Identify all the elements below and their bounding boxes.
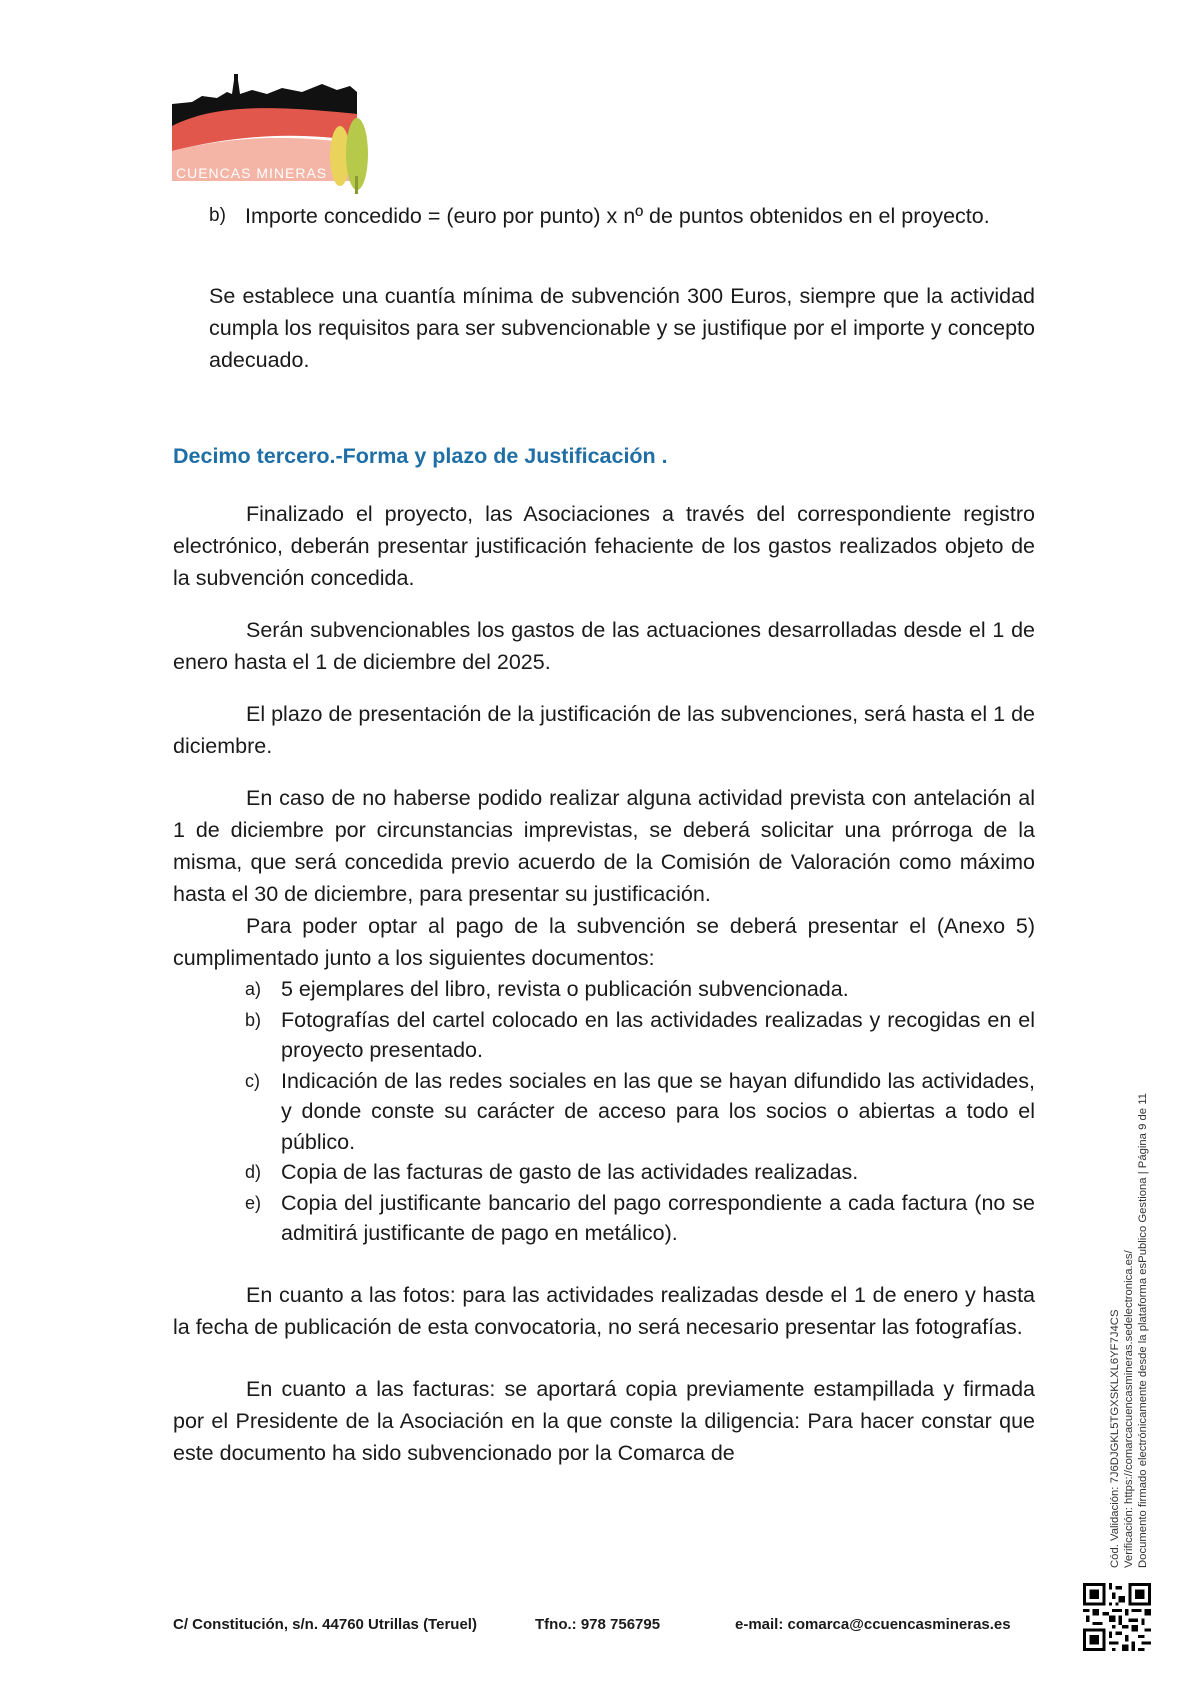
qr-code-icon xyxy=(1083,1583,1151,1651)
list-marker: a) xyxy=(245,979,262,999)
footer-email[interactable]: e-mail: comarca@ccuencasmineras.es xyxy=(735,1616,1011,1633)
paragraph-subvencionables: Serán subvencionables los gastos de las actuaciones desarrolladas desde el 1 de enero hasta el 1 de diciembre del 2025. xyxy=(173,618,1035,674)
paragraph-plazo: El plazo de presentación de la justificación de las subvenciones, será hasta el 1 de diciembre. xyxy=(173,702,1035,758)
intro-item-b-text: Importe concedido = (euro por punto) x nº de puntos obtenidos en el proyecto. xyxy=(245,204,990,228)
intro-item-b xyxy=(209,200,1035,232)
list-item xyxy=(245,1157,1035,1188)
list-item xyxy=(245,974,1035,1005)
list-item-text: Fotografías del cartel colocado en las actividades realizadas y recogidas en el proyecto presentado. xyxy=(281,1007,1035,1062)
list-item-text: Indicación de las redes sociales en las que se hayan difundido las actividades, y donde conste su carácter de acceso para los socios o abiertas a todo el público. xyxy=(281,1068,1035,1154)
list-marker: b) xyxy=(245,1009,262,1030)
section-body xyxy=(173,498,1035,1469)
cuencas-mineras-logo xyxy=(172,66,372,196)
verification-signature: Documento firmado electrónicamente desde la plataforma esPublico Gestiona | Página 9 de 11 xyxy=(1137,1093,1149,1568)
list-item xyxy=(245,1188,1035,1249)
list-item-text: 5 ejemplares del libro, revista o publicación subvencionada. xyxy=(281,977,849,1001)
paragraph-fotos: En cuanto a las fotos: para las actividades realizadas desde el 1 de enero y hasta la fecha de publicación de esta convocatoria, no será necesario presentar las fotografías. xyxy=(173,1282,1035,1339)
minimum-amount-text: Se establece una cuantía mínima de subvención 300 Euros, siempre que la actividad cumpla los requisitos para ser subvencionable y se justifique por el importe y concepto adecuado. xyxy=(209,284,1035,372)
list-item xyxy=(245,1005,1035,1066)
list-item xyxy=(245,1066,1035,1158)
footer-address: C/ Constitución, s/n. 44760 Utrillas (Teruel) xyxy=(173,1616,477,1633)
documents-list xyxy=(245,974,1035,1249)
verification-url[interactable]: Verificación: https://comarcacuencasmineras.sedelectronica.es/ xyxy=(1123,1250,1135,1568)
paragraph-finalizado: Finalizado el proyecto, las Asociaciones a través del correspondiente registro electrónico, deberán presentar justificación fehaciente de los gastos realizados objeto de la subvención concedida. xyxy=(173,502,1035,590)
list-item-text: Copia del justificante bancario del pago correspondiente a cada factura (no se admitirá justificante de pago en metálico). xyxy=(281,1190,1035,1245)
paragraph-pago: Para poder optar al pago de la subvención se deberá presentar el (Anexo 5) cumplimentado junto a los siguientes documentos: xyxy=(173,914,1035,970)
paragraph-facturas: En cuanto a las facturas: se aportará copia previamente estampillada y firmada por el Presidente de la Asociación en la que conste la diligencia: Para hacer constar que este documento ha sido subvencionado por la Comarca de xyxy=(173,1376,1035,1465)
minimum-amount-paragraph xyxy=(209,280,1035,376)
list-marker: c) xyxy=(245,1070,260,1091)
verification-code: Cód. Validación: 7J6DJGKL5TGXSKLXL6YF7J4CS xyxy=(1109,1309,1121,1568)
list-marker: d) xyxy=(245,1162,262,1182)
footer-phone: Tfno.: 978 756795 xyxy=(535,1616,661,1633)
intro-item-b-marker: b) xyxy=(209,205,226,226)
list-marker: e) xyxy=(245,1192,262,1213)
verification-sidebar xyxy=(1108,1093,1150,1568)
paragraph-prorroga: En caso de no haberse podido realizar alguna actividad prevista con antelación al 1 de diciembre por circunstancias imprevistas, se deberá solicitar una prórroga de la misma, que será concedida previo acuerdo de la Comisión de Valoración como máximo hasta el 30 de diciembre, para presentar su justificación. xyxy=(173,786,1035,906)
logo-text: CUENCAS MINERAS xyxy=(176,165,328,181)
list-item-text: Copia de las facturas de gasto de las actividades realizadas. xyxy=(281,1160,859,1184)
section-heading: Decimo tercero.-Forma y plazo de Justificación . xyxy=(173,444,668,468)
